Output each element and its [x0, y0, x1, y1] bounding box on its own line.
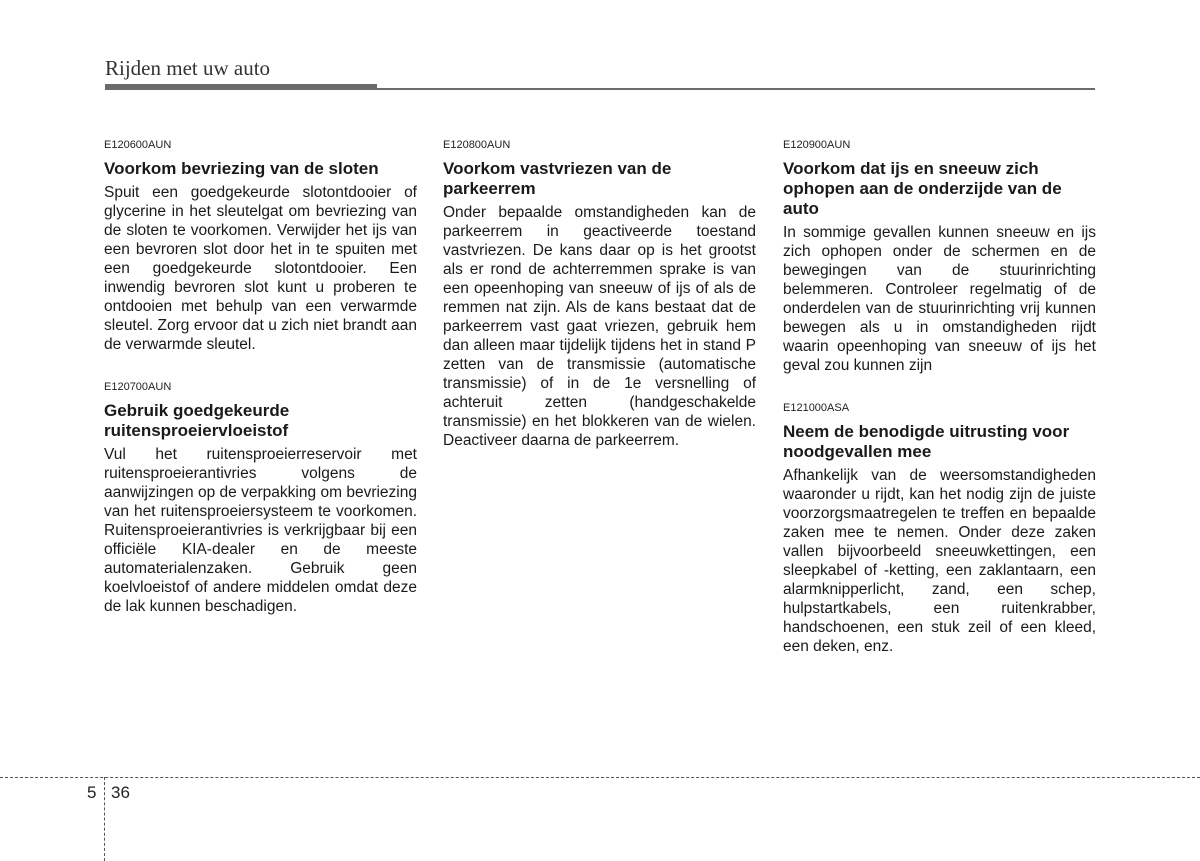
- section-code: E120800AUN: [443, 139, 511, 151]
- section-heading: Voorkom dat ijs en sneeuw zich ophopen aan de onderzijde van de auto: [783, 159, 1062, 218]
- section-underbody-ice: [783, 138, 1096, 375]
- section-code: E121000ASA: [783, 402, 850, 414]
- section-body: Onder bepaalde omstandigheden kan de parkeerrem in geactiveerde toestand vastvriezen. De kans daar op is het grootst als er rond de achterremmen sprake is van een opeenhoping van sneeuw of ijs of als de remmen nat zijn. Als de kans bestaat dat de parkeerrem vast gaat vriezen, gebruik hem dan alleen maar tijdelijk tijdens het in stand P zetten van de transmissie (automatische transmissie) of in de 1e versnelling of achteruit zetten (handgeschakelde transmissie) en het blokkeren van de wielen. Deactiveer daarna de parkeerrem.: [443, 204, 756, 449]
- section-emergency-equipment: [783, 401, 1096, 656]
- section-code: E120700AUN: [104, 381, 172, 393]
- section-heading: Voorkom bevriezing van de sloten: [104, 159, 379, 178]
- footer-vertical-divider: [104, 777, 105, 861]
- column-1: [104, 138, 417, 642]
- section-body: Afhankelijk van de weersomstandigheden waaronder u rijdt, kan het nodig zijn de juiste voorzorgsmaatregelen te treffen en bepaalde zaken mee te nemen. Onder deze zaken vallen bijvoorbeeld sneeuwkettingen, een sleepkabel of -ketting, een zaklantaarn, een alarmknipperlicht, zand, een schep, hulpstartkabels, een ruitenkrabber, handschoenen, een stuk zeil of een kleed, een deken, enz.: [783, 467, 1096, 655]
- section-code: E120900AUN: [783, 139, 851, 151]
- column-3: [783, 138, 1096, 682]
- page-title: Rijden met uw auto: [105, 56, 271, 80]
- section-code: E120600AUN: [104, 139, 172, 151]
- footer-divider: [0, 777, 1200, 778]
- chapter-number: 5: [87, 783, 97, 802]
- page-number: 36: [111, 783, 130, 802]
- section-parking-brake: [443, 138, 756, 450]
- column-2: [443, 138, 756, 476]
- section-body: Spuit een goedgekeurde slotontdooier of glycerine in het sleutelgat om bevriezing van de sloten te voorkomen. Verwijder het ijs van een bevroren slot door het in te spuiten met een goedgekeurde slotontdooier. Een inwendig bevroren slot kunt u proberen te ontdooien met behulp van een verwarmde sleutel. Zorg ervoor dat u zich niet brandt aan de verwarmde sleutel.: [104, 184, 417, 353]
- section-body: In sommige gevallen kunnen sneeuw en ijs zich ophopen onder de schermen en de bewegingen van de stuurinrichting belemmeren. Controleer regelmatig of de onderdelen van de stuurinrichting vrij kunnen bewegen als u in omstandigheden rijdt waarin opeenhoping van sneeuw of ijs het geval zou kunnen zijn: [783, 224, 1096, 374]
- section-body: Vul het ruitensproeierreservoir met ruitensproeierantivries volgens de aanwijzingen op de verpakking om bevriezing van het ruitensproeiersysteem te voorkomen. Ruitensproeierantivries is verkrijgbaar bij een officiële KIA-dealer en de meeste automaterialenzaken. Gebruik geen koelvloeistof of andere middelen omdat deze de lak kunnen beschadigen.: [104, 446, 417, 615]
- section-heading: Neem de benodigde uitrusting voor noodgevallen mee: [783, 422, 1070, 461]
- section-heading: Gebruik goedgekeurde ruitensproeiervloeistof: [104, 401, 290, 440]
- section-heading: Voorkom vastvriezen van de parkeerrem: [443, 159, 672, 198]
- section-washer-fluid: [104, 380, 417, 616]
- header-rule: [105, 88, 1095, 90]
- section-lock-freezing: [104, 138, 417, 354]
